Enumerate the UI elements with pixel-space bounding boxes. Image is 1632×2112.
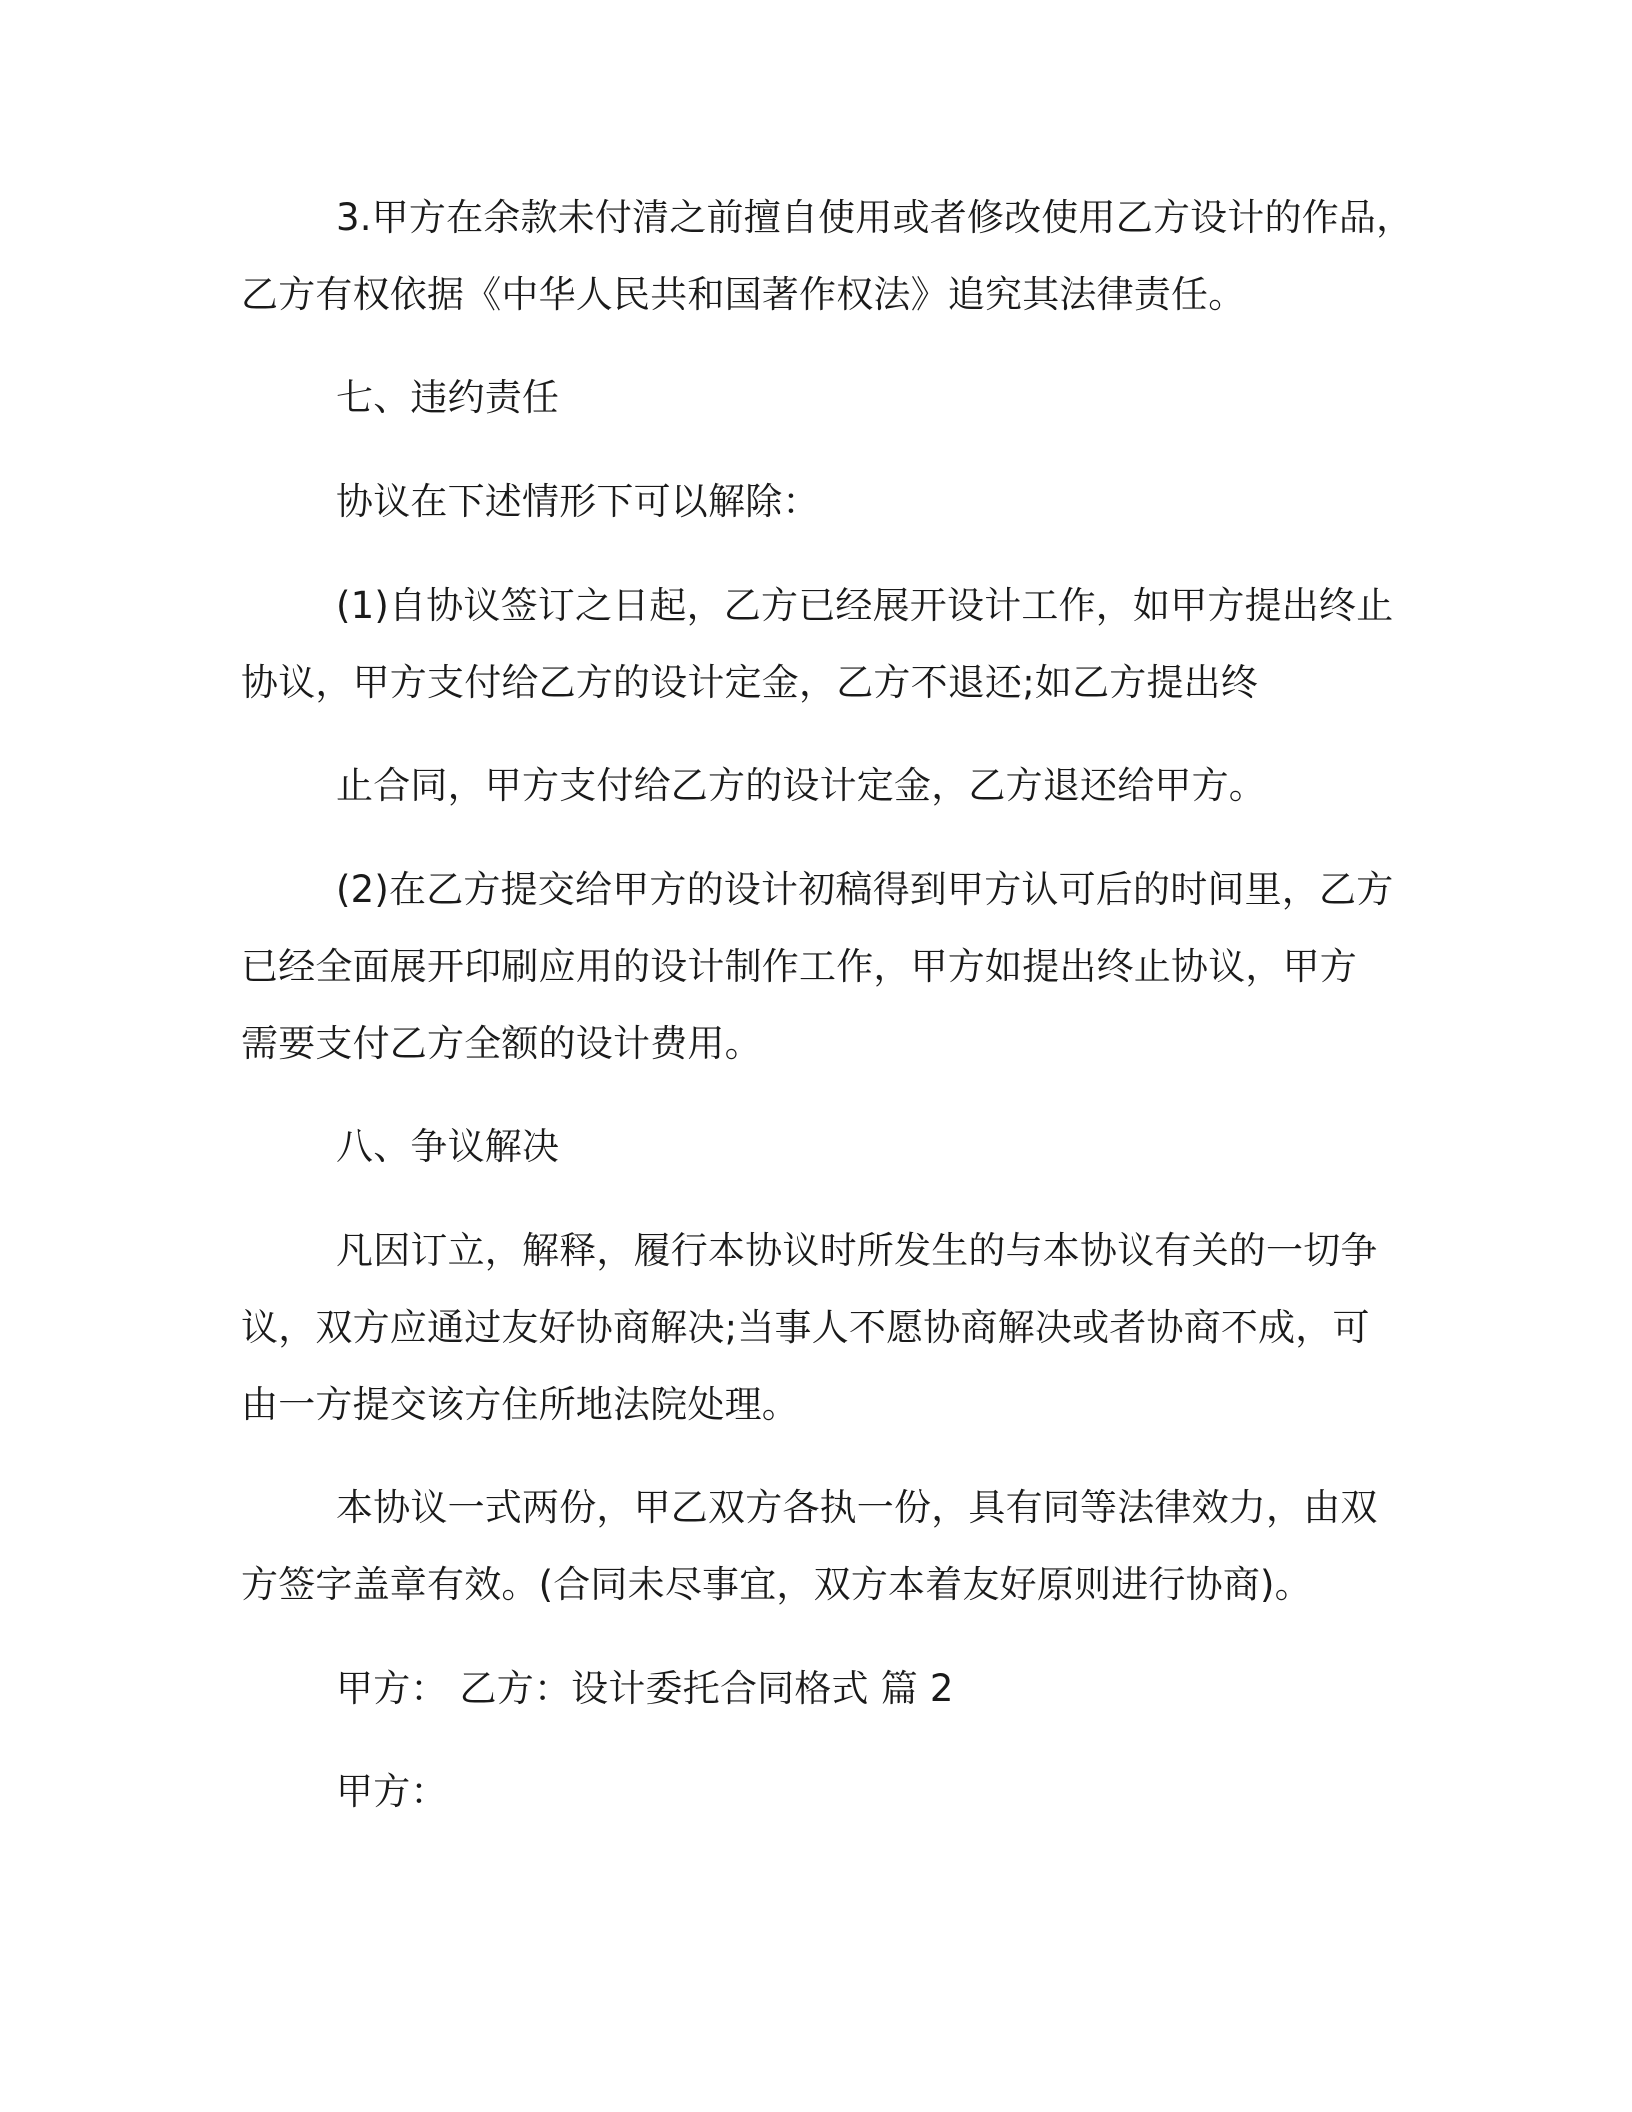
item-1-line-2: 协议，甲方支付给乙方的设计定金，乙方不退还;如乙方提出终 [241,661,1259,704]
clause-3-line-2: 乙方有权依据《中华人民共和国著作权法》追究其法律责任。 [241,273,1246,316]
clause-3-line-1: 3.甲方在余款未付清之前擅自使用或者修改使用乙方设计的作品， [336,196,1414,239]
item-2-line-1: (2)在乙方提交给甲方的设计初稿得到甲方认可后的时间里，乙方 [336,868,1394,911]
party-a-label: 甲方： [336,1770,448,1813]
termination-intro: 协议在下述情形下可以解除： [336,480,820,523]
copies-line-2: 方签字盖章有效。(合同未尽事宜，双方本着友好原则进行协商)。 [241,1563,1312,1606]
item-1-line-3: 止合同，甲方支付给乙方的设计定金，乙方退还给甲方。 [336,764,1266,807]
signature-and-next-title: 甲方： 乙方：设计委托合同格式 篇 2 [336,1667,954,1710]
section-8-heading: 八、争议解决 [336,1125,560,1168]
copies-line-1: 本协议一式两份，甲乙双方各执一份，具有同等法律效力，由双 [336,1486,1378,1529]
item-2-line-2: 已经全面展开印刷应用的设计制作工作，甲方如提出终止协议，甲方 [241,945,1357,988]
dispute-line-2: 议，双方应通过友好协商解决;当事人不愿协商解决或者协商不成，可 [241,1306,1370,1349]
item-1-line-1: (1)自协议签订之日起，乙方已经展开设计工作，如甲方提出终止 [336,584,1394,627]
dispute-line-1: 凡因订立，解释，履行本协议时所发生的与本协议有关的一切争 [336,1229,1378,1272]
section-7-heading: 七、违约责任 [336,376,560,419]
dispute-line-3: 由一方提交该方住所地法院处理。 [241,1383,799,1426]
item-2-line-3: 需要支付乙方全额的设计费用。 [241,1022,762,1065]
